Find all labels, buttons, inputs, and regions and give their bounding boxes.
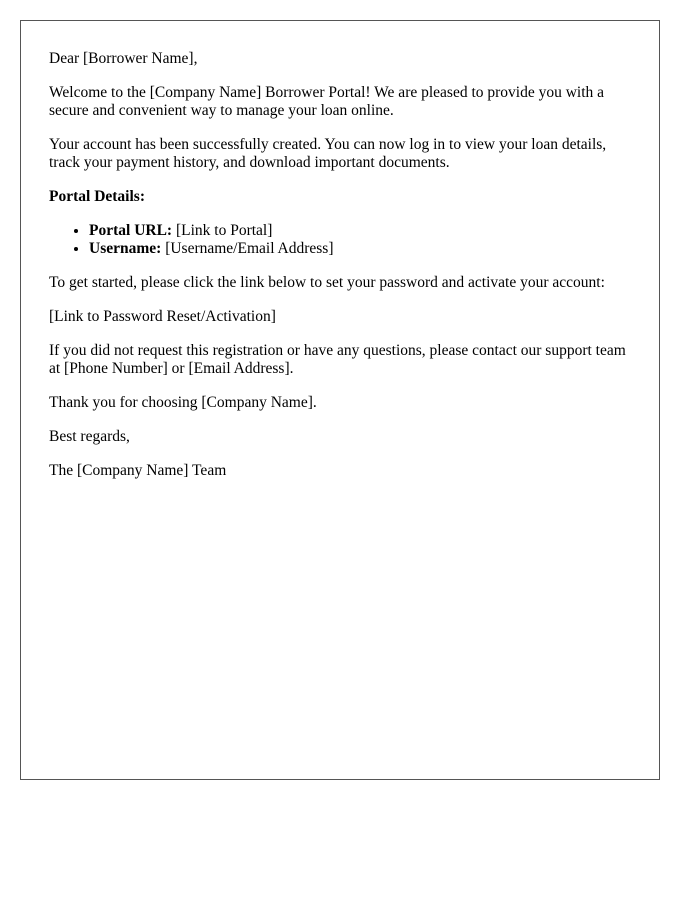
- support-paragraph: If you did not request this registration or have any questions, please contact our support team at [Phone Number] or [Email Address].: [49, 342, 626, 377]
- salutation: Dear [Borrower Name],: [49, 50, 198, 67]
- portal-details-list: [49, 222, 631, 258]
- portal-url-value: [Link to Portal]: [175, 222, 273, 239]
- closing: Best regards,: [49, 428, 130, 445]
- thanks-paragraph: Thank you for choosing [Company Name].: [49, 394, 317, 411]
- account-created-paragraph: Your account has been successfully created. You can now log in to view your loan details, track your payment history, and download important documents.: [49, 136, 607, 171]
- username-value: [Username/Email Address]: [165, 240, 334, 257]
- letter-container: [20, 20, 660, 780]
- get-started-paragraph: To get started, please click the link below to set your password and activate your account:: [49, 274, 605, 291]
- portal-details-heading: Portal Details:: [49, 188, 145, 205]
- portal-url-item: [89, 222, 631, 240]
- signature: The [Company Name] Team: [49, 462, 227, 479]
- username-label: Username:: [89, 240, 162, 257]
- portal-url-label: Portal URL:: [89, 222, 173, 239]
- username-item: [89, 240, 631, 258]
- intro-paragraph: Welcome to the [Company Name] Borrower Portal! We are pleased to provide you with a secure and convenient way to manage your loan online.: [49, 84, 605, 119]
- activation-link: [Link to Password Reset/Activation]: [49, 308, 276, 325]
